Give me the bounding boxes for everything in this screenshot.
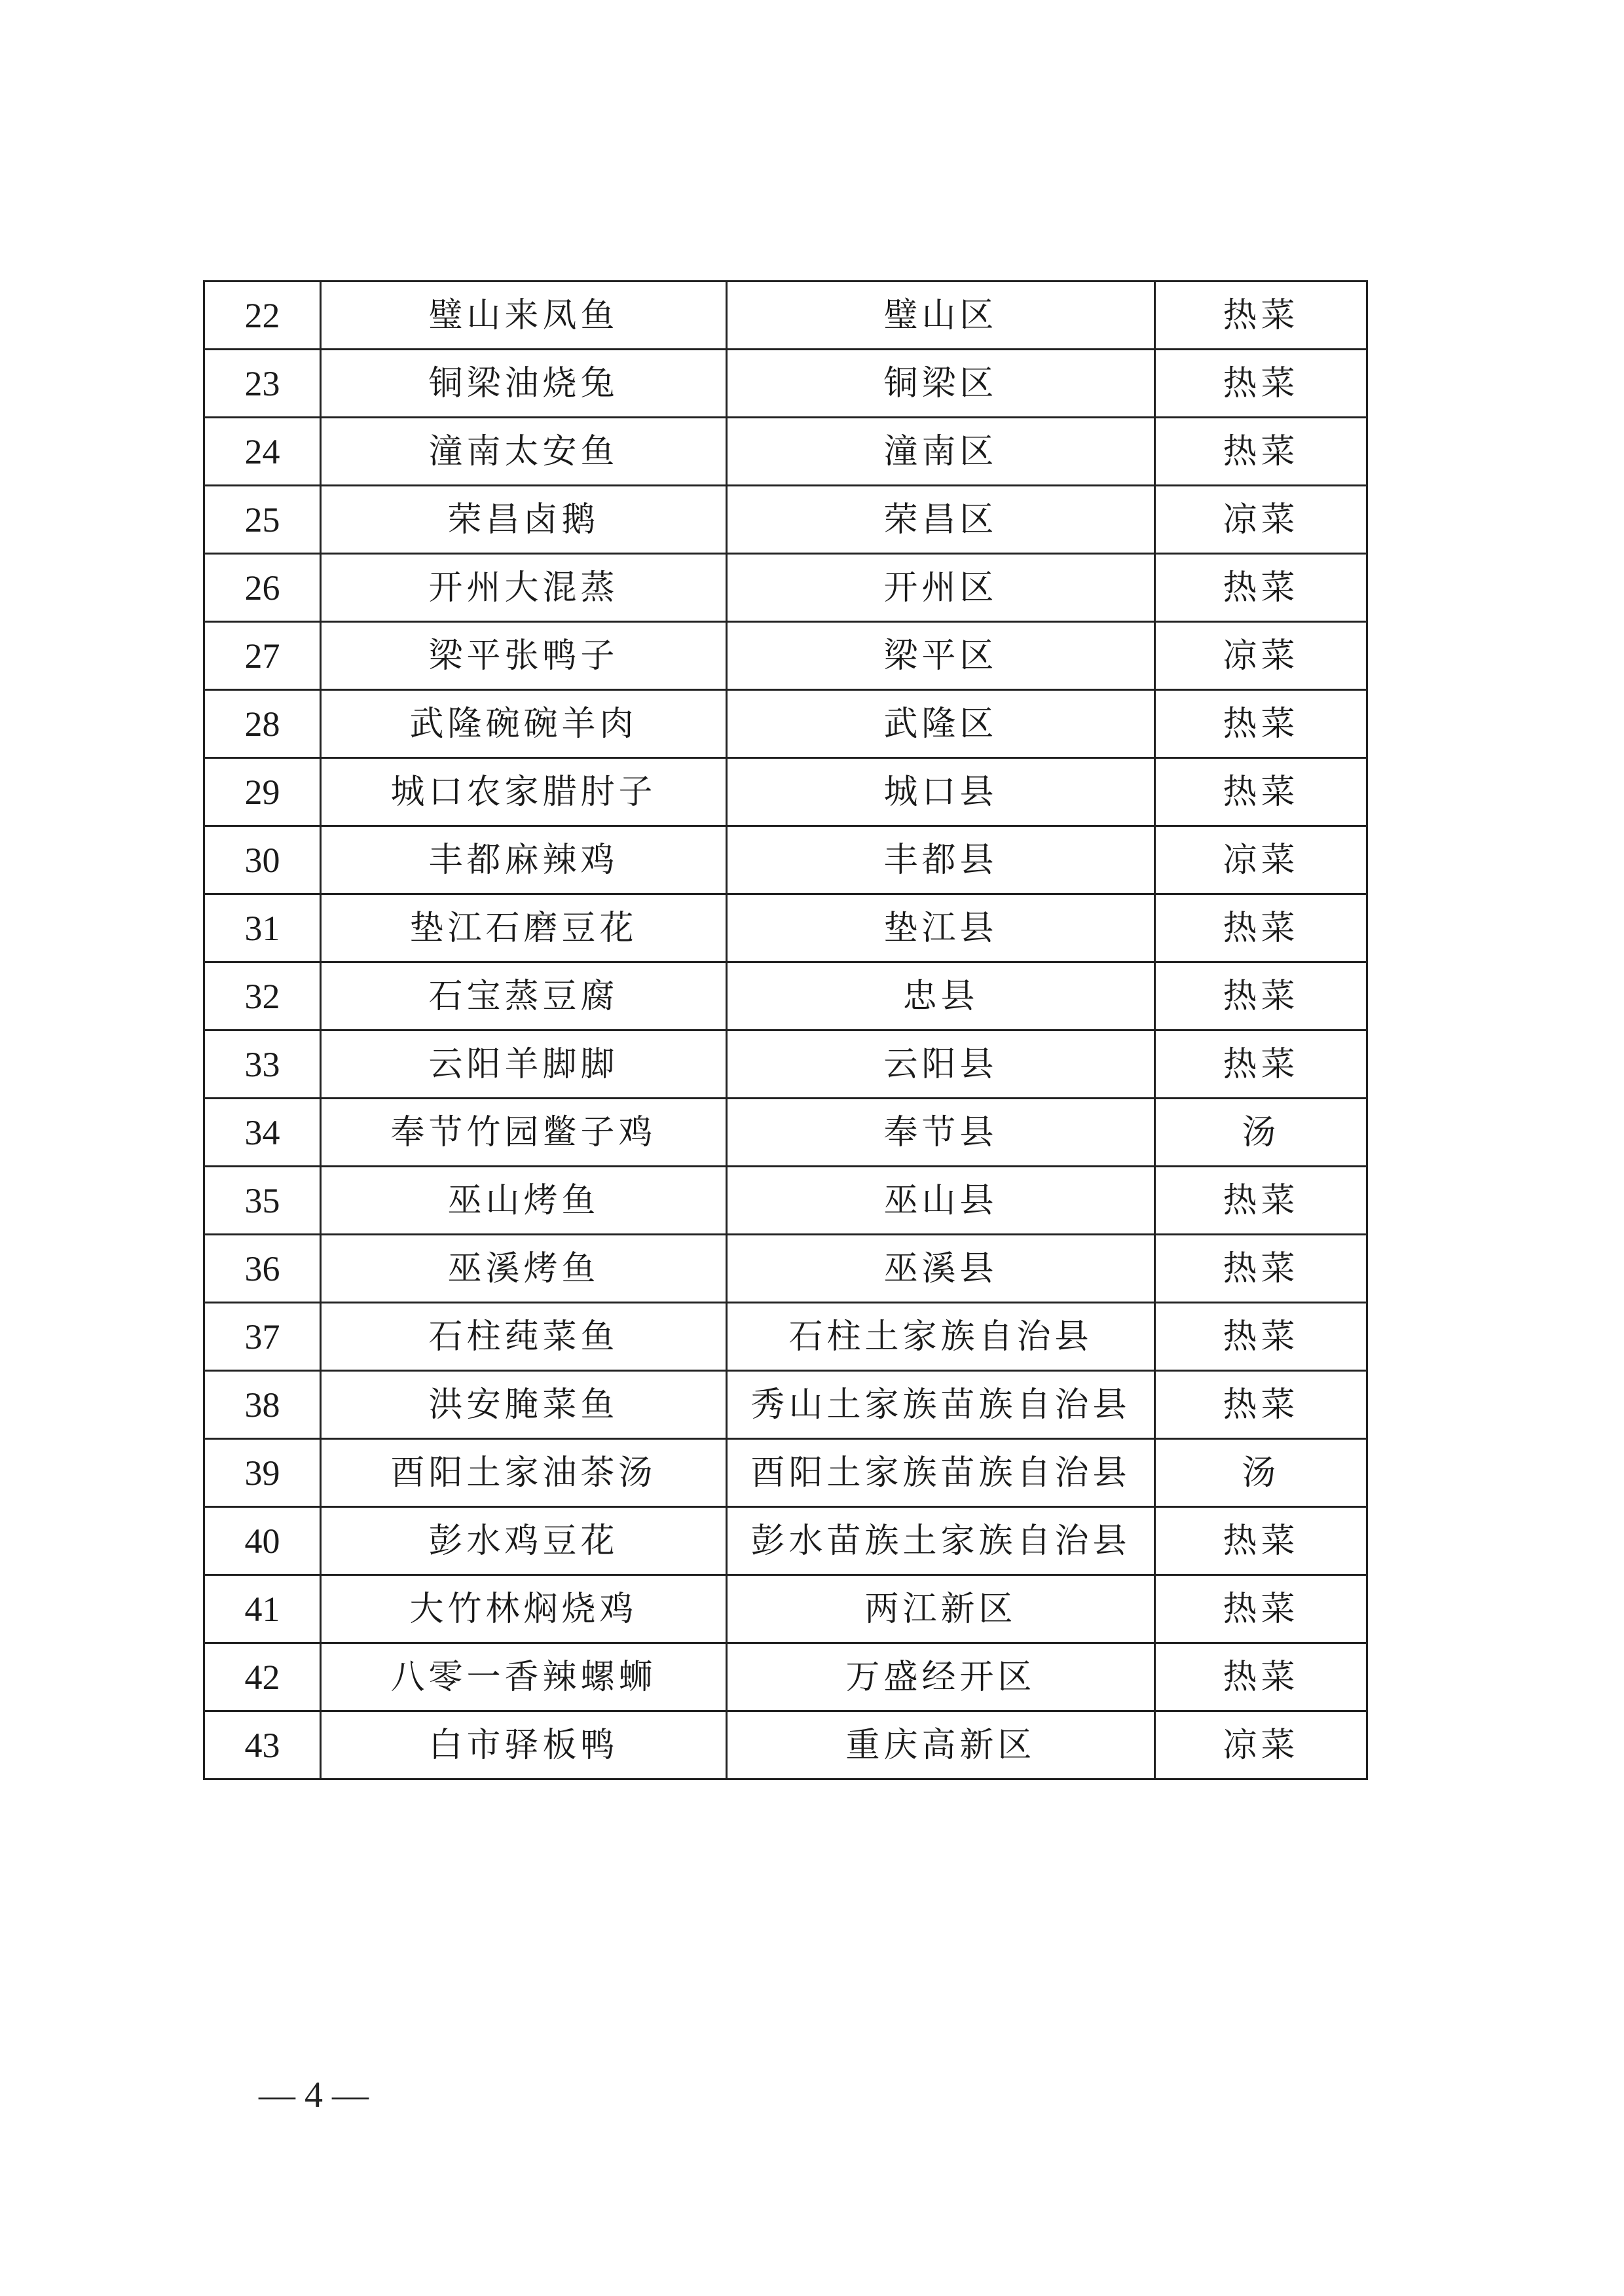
cell-number: 42: [204, 1643, 321, 1711]
cell-region: 丰都县: [727, 826, 1155, 894]
cell-number: 28: [204, 690, 321, 758]
cell-number: 23: [204, 350, 321, 418]
cell-number: 22: [204, 282, 321, 350]
table-row: [204, 1439, 1367, 1507]
table-row: [204, 1371, 1367, 1439]
table-row: [204, 1030, 1367, 1099]
cell-category: 热菜: [1155, 758, 1367, 826]
table-row: [204, 1507, 1367, 1575]
table-row: [204, 486, 1367, 554]
cell-dish-name: 垫江石磨豆花: [321, 894, 727, 962]
cell-category: 热菜: [1155, 282, 1367, 350]
cell-dish-name: 石柱莼菜鱼: [321, 1303, 727, 1371]
table-row: [204, 622, 1367, 690]
cell-category: 热菜: [1155, 1235, 1367, 1303]
cell-dish-name: 武隆碗碗羊肉: [321, 690, 727, 758]
cell-category: 汤: [1155, 1439, 1367, 1507]
cell-category: 热菜: [1155, 350, 1367, 418]
cell-category: 凉菜: [1155, 622, 1367, 690]
cell-region: 铜梁区: [727, 350, 1155, 418]
cell-number: 27: [204, 622, 321, 690]
cell-region: 云阳县: [727, 1030, 1155, 1099]
cell-dish-name: 开州大混蒸: [321, 554, 727, 622]
cell-dish-name: 梁平张鸭子: [321, 622, 727, 690]
cell-category: 热菜: [1155, 1643, 1367, 1711]
table-row: [204, 826, 1367, 894]
table-row: [204, 1303, 1367, 1371]
cell-dish-name: 奉节竹园鳖子鸡: [321, 1099, 727, 1167]
cell-region: 秀山土家族苗族自治县: [727, 1371, 1155, 1439]
cell-number: 41: [204, 1575, 321, 1643]
table-row: [204, 962, 1367, 1030]
cell-dish-name: 八零一香辣螺蛳: [321, 1643, 727, 1711]
cell-category: 热菜: [1155, 1167, 1367, 1235]
cell-category: 热菜: [1155, 1303, 1367, 1371]
table-body: [204, 282, 1367, 1779]
cell-dish-name: 洪安腌菜鱼: [321, 1371, 727, 1439]
table-row: [204, 1711, 1367, 1779]
table-row: [204, 894, 1367, 962]
cell-number: 35: [204, 1167, 321, 1235]
cell-dish-name: 巫山烤鱼: [321, 1167, 727, 1235]
cell-number: 34: [204, 1099, 321, 1167]
cell-category: 凉菜: [1155, 1711, 1367, 1779]
cell-dish-name: 潼南太安鱼: [321, 418, 727, 486]
cell-number: 43: [204, 1711, 321, 1779]
cell-dish-name: 白市驿板鸭: [321, 1711, 727, 1779]
table-row: [204, 554, 1367, 622]
cell-dish-name: 荣昌卤鹅: [321, 486, 727, 554]
cell-region: 忠县: [727, 962, 1155, 1030]
cell-number: 24: [204, 418, 321, 486]
cell-category: 热菜: [1155, 690, 1367, 758]
cell-number: 40: [204, 1507, 321, 1575]
cell-region: 垫江县: [727, 894, 1155, 962]
cell-region: 巫溪县: [727, 1235, 1155, 1303]
table-row: [204, 690, 1367, 758]
cell-region: 城口县: [727, 758, 1155, 826]
cell-region: 酉阳土家族苗族自治县: [727, 1439, 1155, 1507]
cell-region: 开州区: [727, 554, 1155, 622]
table-row: [204, 350, 1367, 418]
cell-region: 潼南区: [727, 418, 1155, 486]
cell-category: 汤: [1155, 1099, 1367, 1167]
cell-number: 32: [204, 962, 321, 1030]
cell-category: 凉菜: [1155, 826, 1367, 894]
cell-category: 热菜: [1155, 962, 1367, 1030]
cell-category: 热菜: [1155, 894, 1367, 962]
cell-dish-name: 丰都麻辣鸡: [321, 826, 727, 894]
cell-region: 石柱土家族自治县: [727, 1303, 1155, 1371]
cell-number: 30: [204, 826, 321, 894]
cell-region: 彭水苗族土家族自治县: [727, 1507, 1155, 1575]
cell-region: 重庆高新区: [727, 1711, 1155, 1779]
cell-region: 两江新区: [727, 1575, 1155, 1643]
cell-number: 25: [204, 486, 321, 554]
cell-number: 38: [204, 1371, 321, 1439]
cell-category: 热菜: [1155, 1030, 1367, 1099]
dish-list-table: [203, 280, 1368, 1780]
cell-number: 26: [204, 554, 321, 622]
cell-category: 热菜: [1155, 1507, 1367, 1575]
cell-number: 36: [204, 1235, 321, 1303]
cell-region: 巫山县: [727, 1167, 1155, 1235]
table-row: [204, 1575, 1367, 1643]
cell-number: 29: [204, 758, 321, 826]
table-row: [204, 1235, 1367, 1303]
table-row: [204, 758, 1367, 826]
cell-number: 33: [204, 1030, 321, 1099]
cell-category: 热菜: [1155, 1575, 1367, 1643]
table-row: [204, 1643, 1367, 1711]
cell-dish-name: 城口农家腊肘子: [321, 758, 727, 826]
cell-category: 热菜: [1155, 1371, 1367, 1439]
cell-region: 万盛经开区: [727, 1643, 1155, 1711]
cell-number: 37: [204, 1303, 321, 1371]
cell-dish-name: 巫溪烤鱼: [321, 1235, 727, 1303]
cell-dish-name: 酉阳土家油茶汤: [321, 1439, 727, 1507]
cell-dish-name: 大竹林焖烧鸡: [321, 1575, 727, 1643]
table-row: [204, 282, 1367, 350]
cell-dish-name: 铜梁油烧兔: [321, 350, 727, 418]
cell-region: 梁平区: [727, 622, 1155, 690]
cell-region: 奉节县: [727, 1099, 1155, 1167]
cell-dish-name: 石宝蒸豆腐: [321, 962, 727, 1030]
cell-dish-name: 璧山来凤鱼: [321, 282, 727, 350]
page-number: — 4 —: [259, 2075, 369, 2115]
table-row: [204, 1099, 1367, 1167]
cell-region: 璧山区: [727, 282, 1155, 350]
table-row: [204, 1167, 1367, 1235]
cell-region: 荣昌区: [727, 486, 1155, 554]
cell-number: 39: [204, 1439, 321, 1507]
cell-region: 武隆区: [727, 690, 1155, 758]
cell-number: 31: [204, 894, 321, 962]
cell-dish-name: 彭水鸡豆花: [321, 1507, 727, 1575]
table-row: [204, 418, 1367, 486]
cell-category: 热菜: [1155, 554, 1367, 622]
cell-category: 热菜: [1155, 418, 1367, 486]
cell-dish-name: 云阳羊脚脚: [321, 1030, 727, 1099]
cell-category: 凉菜: [1155, 486, 1367, 554]
